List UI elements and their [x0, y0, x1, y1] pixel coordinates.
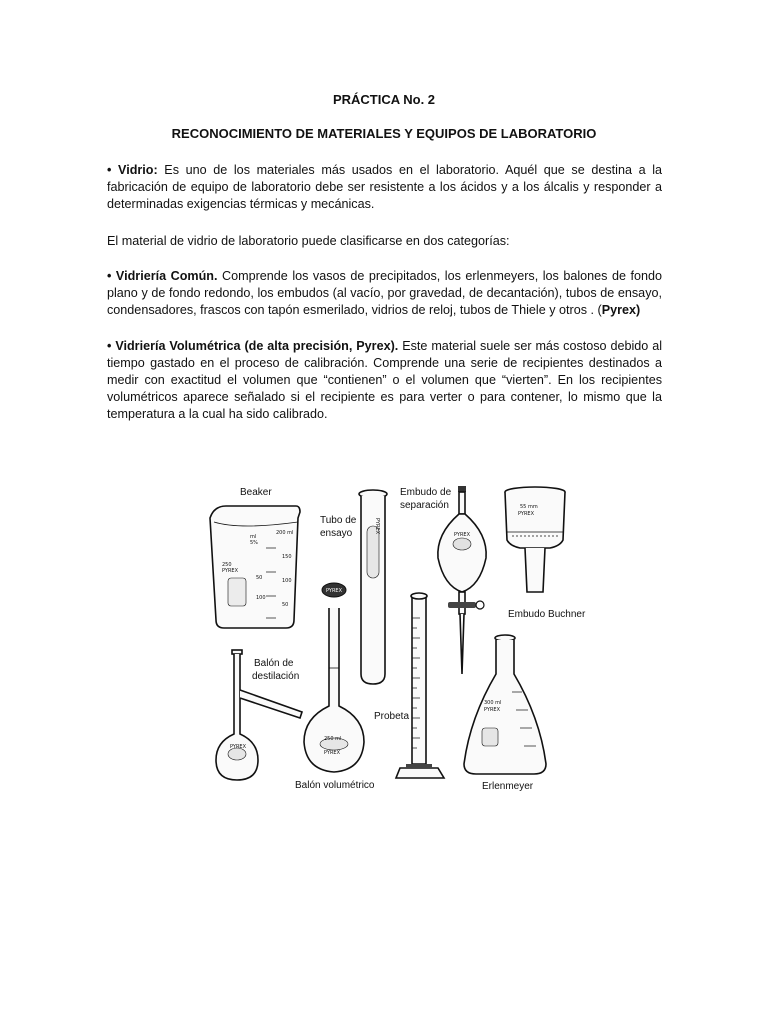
page-subtitle: RECONOCIMIENTO DE MATERIALES Y EQUIPOS DE LABORATORIO [171, 126, 597, 141]
label-tubo-line1: Tubo de [320, 515, 357, 526]
buchner-pyrex-mark: PYREX [518, 511, 535, 517]
label-erlenmeyer: Erlenmeyer [482, 781, 534, 792]
buchner-55-mark: 55 mm [520, 504, 538, 510]
label-embudo-sep-line1: Embudo de [400, 487, 452, 498]
beaker-pyrex-mark: PYREX [222, 568, 239, 574]
beaker-pct-mark: 5% [250, 540, 258, 546]
paragraph-vidrio [107, 162, 662, 213]
sep-funnel-pyrex-mark: PYREX [454, 532, 471, 538]
label-embudo-sep-line2: separación [400, 500, 449, 511]
beaker-50-mark: 50 [282, 602, 289, 608]
beaker-100-mark: 100 [282, 578, 292, 584]
erl-pyrex-mark: PYREX [484, 707, 501, 713]
paragraph-vidrieria-comun-text: Comprende los vasos de precipitados, los erlenmeyers, los balones de fondo plano y de fondo redondo, los embudos (al vacío, por gravedad, de decantación), tubos de ensayo, condensadores, frascos con tapón esmerilado, vidrios de reloj, tubos de Thiele y otros . ( [107, 269, 662, 317]
label-balon-dest-line1: Balón de [254, 658, 294, 669]
beaker-drawing [210, 487, 300, 628]
buchner-funnel-drawing [505, 487, 586, 620]
paragraph-categorias: El material de vidrio de laboratorio puede clasificarse en dos categorías: [107, 234, 510, 248]
paragraph-vidrieria-comun [107, 268, 662, 319]
erlenmeyer-flask-drawing [464, 635, 546, 792]
paragraph-vidrieria-volumetrica-text: Este material suele ser más costoso debido al tiempo gastado en el proceso de calibración. Comprende una serie de recipientes destinados a medir con exactitud el volumen que “contienen” o el volumen que “vierten”. En los recipientes volumétricos aparece señalado si el recipiente es para verter o para contener, lo mismo que la temperatura a la cual ha sido calibrado. [107, 339, 662, 421]
beaker-ml-mark: ml [250, 534, 257, 540]
label-probeta: Probeta [374, 711, 410, 722]
distillation-pyrex-mark: PYREX [230, 744, 247, 750]
term-pyrex: Pyrex) [601, 303, 641, 317]
paragraph-vidrieria-volumetrica [107, 338, 662, 423]
erl-300-mark: 300 ml [484, 700, 502, 706]
beaker-50-left-mark: 50 [256, 575, 263, 581]
beaker-100-left-mark: 100 [256, 595, 266, 601]
beaker-150-mark: 150 [282, 554, 292, 560]
label-beaker: Beaker [240, 487, 272, 498]
vol-flask-pyrex-mark: PYREX [324, 750, 341, 756]
label-balon-dest-line2: destilación [252, 671, 300, 682]
page-title: PRÁCTICA No. 2 [332, 92, 436, 107]
label-balon-vol: Balón volumétrico [295, 780, 375, 791]
term-vidrio: • Vidrio: [107, 163, 158, 177]
term-vidrieria-volumetrica: • Vidriería Volumétrica (de alta precisión, Pyrex). [107, 339, 399, 353]
vol-flask-250-mark: 250 ml [324, 736, 342, 742]
distillation-flask-drawing [216, 650, 302, 780]
label-buchner: Embudo Buchner [508, 609, 586, 620]
beaker-250-mark: 250 [222, 562, 232, 568]
stopper-pyrex-mark: PYREX [326, 588, 343, 594]
beaker-200-mark: 200 ml [276, 530, 294, 536]
lab-glassware-illustration [200, 478, 586, 798]
label-tubo-line2: ensayo [320, 528, 353, 539]
term-vidrieria-comun: • Vidriería Común. [107, 269, 218, 283]
tube-pyrex-mark: PYREX [374, 518, 380, 535]
paragraph-vidrio-text: Es uno de los materiales más usados en el laboratorio. Aquél que se destina a la fabricación de equipo de laboratorio debe ser resistente a los ácidos y a los álcalis y responder a determinadas exigencias térmicas y mecánicas. [107, 163, 662, 211]
